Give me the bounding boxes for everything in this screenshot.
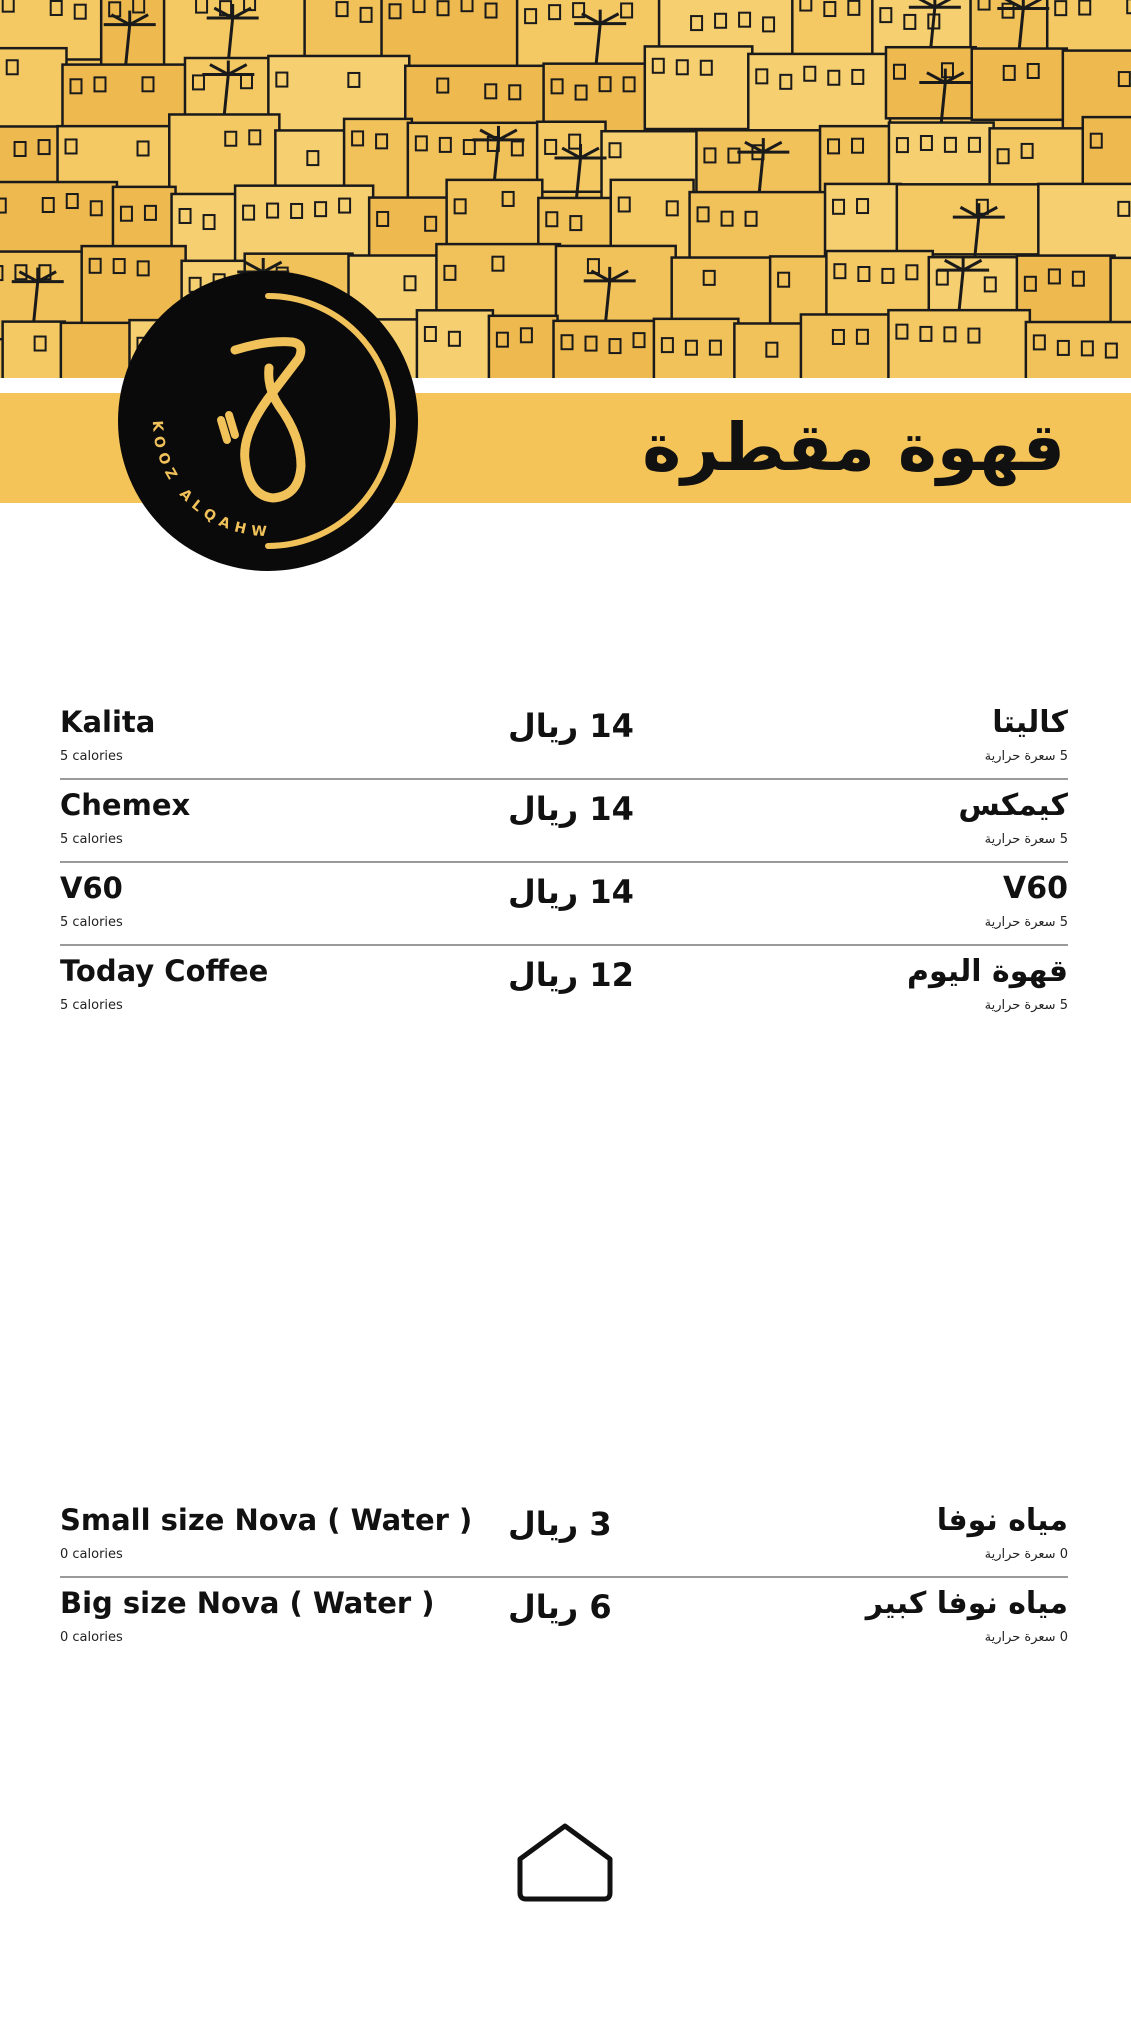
- item-price: 14 ريال: [508, 707, 634, 745]
- menu-item-kalita[interactable]: [60, 697, 1068, 780]
- menu-item-chemex[interactable]: [60, 780, 1068, 863]
- item-name-en: Today Coffee: [60, 954, 269, 988]
- menu-item-small-nova[interactable]: [60, 1495, 1068, 1578]
- menu-item-v60[interactable]: [60, 863, 1068, 946]
- item-price: 12 ريال: [508, 956, 634, 994]
- item-calories-ar: 5 سعرة حرارية: [984, 749, 1068, 764]
- brand-logo: [117, 270, 419, 572]
- item-calories-en: 5 calories: [60, 915, 123, 930]
- item-calories-ar: 0 سعرة حرارية: [984, 1630, 1068, 1645]
- item-name-en: Big size Nova ( Water ): [60, 1586, 435, 1620]
- item-name-ar: مياه نوفا: [936, 1503, 1068, 1538]
- item-calories-en: 5 calories: [60, 998, 123, 1013]
- item-calories-en: 0 calories: [60, 1630, 123, 1645]
- home-button[interactable]: [514, 1821, 616, 1903]
- item-calories-ar: 5 سعرة حرارية: [984, 832, 1068, 847]
- item-name-ar: كاليتا: [992, 705, 1068, 740]
- item-price: 6 ريال: [508, 1588, 612, 1626]
- menu-item-big-nova[interactable]: [60, 1578, 1068, 1659]
- item-name-ar: V60: [1003, 871, 1068, 906]
- item-calories-ar: 5 سعرة حرارية: [984, 998, 1068, 1013]
- menu-item-today-coffee[interactable]: [60, 946, 1068, 1027]
- item-name-ar: قهوة اليوم: [906, 954, 1068, 989]
- water-menu: [60, 1495, 1068, 1659]
- item-name-en: Chemex: [60, 788, 191, 822]
- item-name-ar: كيمكس: [958, 788, 1068, 823]
- item-calories-en: 5 calories: [60, 832, 123, 847]
- logo-text: KOOZ ALQAHW: [148, 420, 273, 541]
- item-name-en: Small size Nova ( Water ): [60, 1503, 473, 1537]
- item-calories-ar: 5 سعرة حرارية: [984, 915, 1068, 930]
- home-icon: [514, 1821, 616, 1903]
- item-calories-en: 0 calories: [60, 1547, 123, 1562]
- item-price: 3 ريال: [508, 1505, 612, 1543]
- coffee-menu: [60, 697, 1068, 1027]
- item-calories-en: 5 calories: [60, 749, 123, 764]
- item-name-en: Kalita: [60, 705, 156, 739]
- item-name-ar: مياه نوفا كبير: [865, 1586, 1068, 1621]
- item-price: 14 ريال: [508, 790, 634, 828]
- item-calories-ar: 0 سعرة حرارية: [984, 1547, 1068, 1562]
- item-name-en: V60: [60, 871, 123, 905]
- page-title: قهوة مقطرة: [642, 409, 1065, 486]
- item-price: 14 ريال: [508, 873, 634, 911]
